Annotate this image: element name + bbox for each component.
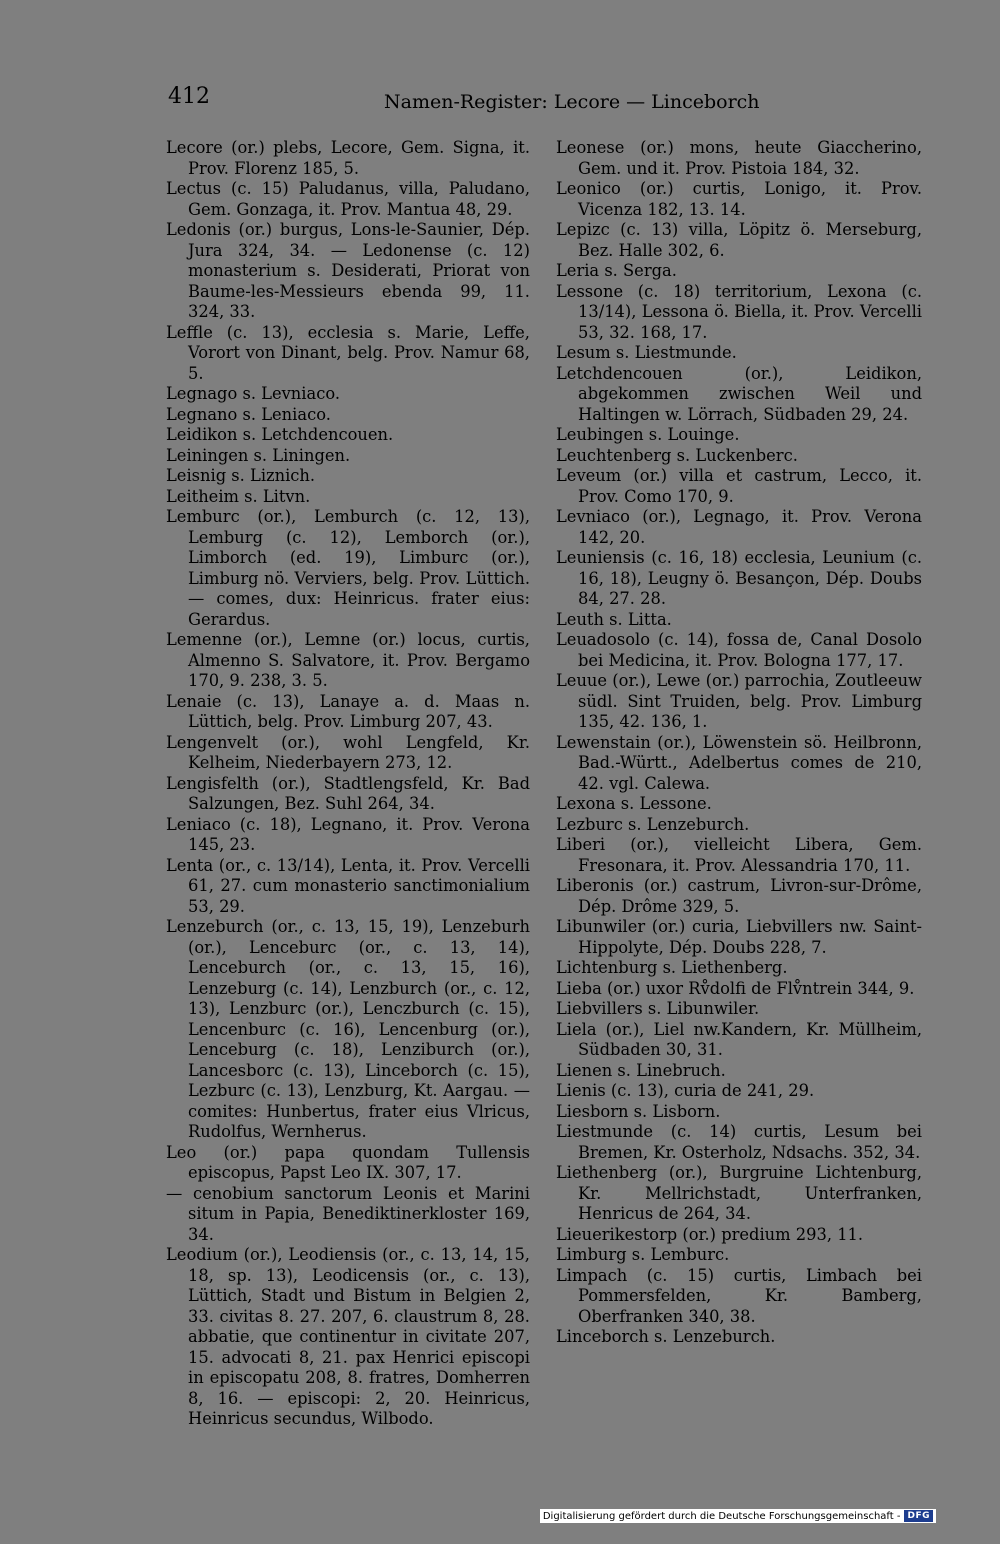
index-entry: Liestmunde (c. 14) curtis, Lesum bei Bremen, Kr. Osterholz, Ndsachs. 352, 34.	[556, 1122, 922, 1162]
index-entry: Lienis (c. 13), curia de 241, 29.	[556, 1081, 815, 1100]
index-entry: Linceborch s. Lenzeburch.	[556, 1327, 776, 1346]
index-entry: Leiningen s. Liningen.	[166, 445, 351, 465]
index-entry: Lichtenburg s. Liethenberg.	[556, 958, 788, 977]
index-entry: Lenta (or., c. 13/14), Lenta, it. Prov. Vercelli 61, 27. cum monasterio sanctimonialium 53, 29.	[166, 855, 530, 916]
index-entry: Lemenne (or.), Lemne (or.) locus, curtis, Almenno S. Salvatore, it. Prov. Bergamo 170, 9. 238, 3. 5.	[166, 630, 530, 690]
index-entry: Liberi (or.), vielleicht Libera, Gem. Fresonara, it. Prov. Alessandria 170, 11.	[556, 835, 922, 875]
index-entry: Leidikon s. Letchdencouen.	[166, 425, 394, 444]
index-entry: Lenzeburch (or., c. 13, 15, 19), Lenzeburh (or.), Lenceburc (or., c. 13, 14), Lenceburch (or., c. 13, 15, 16), Lenzeburg (c. 14), Lenzburch (or., c. 12, 13), Lenzburc (or.), Lenczburch (c. 15), Lencenburc (c. 16), Lencenburg (or.), Lenceburg (c. 18), Lenziburch (or.), Lancesborc (c. 13), Linceborch (c. 15), Lezburc (c. 13), Lenzburg, Kt. Aargau. — comites: Hunbertus, frater eius Vlricus, Rudolfus, Wernherus.	[166, 917, 530, 1141]
index-entry: Levniaco (or.), Legnago, it. Prov. Verona 142, 20.	[556, 507, 922, 547]
index-entry: Leonese (or.) mons, heute Giaccherino, Gem. und it. Prov. Pistoia 184, 32.	[556, 138, 922, 178]
index-entry: Limburg s. Lemburc.	[556, 1245, 730, 1264]
index-entry: Lieuerikestorp (or.) predium 293, 11.	[556, 1224, 864, 1244]
index-entry: Leuth s. Litta.	[556, 609, 672, 629]
index-entry: Leuadosolo (c. 14), fossa de, Canal Dosolo bei Medicina, it. Prov. Bologna 177, 17.	[556, 630, 922, 670]
index-entry: Leubingen s. Louinge.	[556, 425, 740, 444]
dfg-logo: DFG	[904, 1510, 933, 1522]
index-entry: Leodium (or.), Leodiensis (or., c. 13, 14, 15, 18, sp. 13), Leodicensis (or., c. 13), Lüttich, Stadt und Bistum in Belgien 2, 33. civitas 8. 27. 207, 6. claustrum 8, 28. abbatie, que continentur in civitate 207, 15. advocati 8, 21. pax Henrici episcopi in episcopatu 208, 8. fratres, Domherren 8, 16. — episcopi: 2, 20. Heinricus, Heinricus secundus, Wilbodo.	[166, 1245, 530, 1428]
index-entry: Legnano s. Leniaco.	[166, 404, 331, 424]
index-entry: Liebvillers s. Libunwiler.	[556, 999, 760, 1018]
index-entry: Legnago s. Levniaco.	[166, 384, 341, 403]
index-entry: Lieba (or.) uxor Rv̊dolfi de Flv̊ntrein 344, 9.	[556, 978, 915, 998]
index-entry: Leonico (or.) curtis, Lonigo, it. Prov. Vicenza 182, 13. 14.	[556, 179, 922, 219]
index-entry: Leria s. Serga.	[556, 261, 677, 280]
index-entry: Leisnig s. Liznich.	[166, 466, 316, 485]
index-entry: Lemburc (or.), Lemburch (c. 12, 13), Lemburg (c. 12), Lemborch (or.), Limborch (ed. 19), Limburc (or.), Limburg nö. Verviers, belg. Prov. Lüttich. — comes, dux: Heinricus. frater eius: Gerardus.	[166, 507, 530, 629]
index-entry: Lectus (c. 15) Paludanus, villa, Paludano, Gem. Gonzaga, it. Prov. Mantua 48, 29.	[166, 179, 530, 219]
index-entry: Leitheim s. Litvn.	[166, 486, 311, 506]
index-entry: Ledonis (or.) burgus, Lons-le-Saunier, Dép. Jura 324, 34. — Ledonense (c. 12) monasterium s. Desiderati, Priorat von Baume-les-Messieurs ebenda 99, 11. 324, 33.	[166, 220, 530, 321]
index-entry: Liesborn s. Lisborn.	[556, 1101, 721, 1121]
index-entry: Letchdencouen (or.), Leidikon, abgekommen zwischen Weil und Haltingen w. Lörrach, Südbaden 29, 24.	[556, 363, 922, 424]
index-entry: Liethenberg (or.), Burgruine Lichtenburg, Kr. Mellrichstadt, Unterfranken, Henricus de 264, 34.	[556, 1163, 922, 1223]
right-column	[556, 138, 922, 1348]
index-entry: Leuue (or.), Lewe (or.) parrochia, Zoutleeuw südl. Sint Truiden, belg. Prov. Limburg 135, 42. 136, 1.	[556, 671, 922, 731]
index-entry: Limpach (c. 15) curtis, Limbach bei Pommersfelden, Kr. Bamberg, Oberfranken 340, 38.	[556, 1265, 922, 1326]
index-entry: — cenobium sanctorum Leonis et Marini situm in Papia, Benediktinerkloster 169, 34.	[166, 1183, 530, 1244]
index-entry: Leffle (c. 13), ecclesia s. Marie, Leffe, Vorort von Dinant, belg. Prov. Namur 68, 5.	[166, 322, 530, 383]
index-entry: Libunwiler (or.) curia, Liebvillers nw. Saint-Hippolyte, Dép. Doubs 228, 7.	[556, 917, 922, 957]
left-column	[166, 138, 530, 1430]
index-entry: Leuniensis (c. 16, 18) ecclesia, Leunium (c. 16, 18), Leugny ö. Besançon, Dép. Doubs 84, 27. 28.	[556, 548, 922, 608]
index-entry: Leveum (or.) villa et castrum, Lecco, it. Prov. Como 170, 9.	[556, 466, 922, 506]
index-entry: Liberonis (or.) castrum, Livron-sur-Drôme, Dép. Drôme 329, 5.	[556, 876, 922, 916]
index-entry: Lesum s. Liestmunde.	[556, 343, 737, 362]
index-entry: Leo (or.) papa quondam Tullensis episcopus, Papst Leo IX. 307, 17.	[166, 1142, 530, 1182]
index-entry: Lienen s. Linebruch.	[556, 1060, 726, 1080]
index-entry: Lezburc s. Lenzeburch.	[556, 814, 750, 834]
index-entry: Lessone (c. 18) territorium, Lexona (c. 13/14), Lessona ö. Biella, it. Prov. Vercelli 53, 32. 168, 17.	[556, 281, 922, 342]
footer-text: Digitalisierung gefördert durch die Deutsche Forschungsgemeinschaft -	[542, 1510, 901, 1522]
index-entry: Lewenstain (or.), Löwenstein sö. Heilbronn, Bad.-Württ., Adelbertus comes de 210, 42. vgl. Calewa.	[556, 732, 922, 793]
index-entry: Lenaie (c. 13), Lanaye a. d. Maas n. Lüttich, belg. Prov. Limburg 207, 43.	[166, 691, 530, 731]
footer	[540, 1509, 936, 1523]
index-entry: Lengisfelth (or.), Stadtlengsfeld, Kr. Bad Salzungen, Bez. Suhl 264, 34.	[166, 773, 530, 813]
index-entry: Lexona s. Lessone.	[556, 794, 712, 813]
running-head: Namen-Register: Lecore — Linceborch	[384, 91, 760, 113]
page-number: 412	[168, 84, 210, 109]
index-entry: Lecore (or.) plebs, Lecore, Gem. Signa, it. Prov. Florenz 185, 5.	[166, 138, 530, 178]
index-entry: Lepizc (c. 13) villa, Löpitz ö. Merseburg, Bez. Halle 302, 6.	[556, 220, 922, 260]
index-entry: Lengenvelt (or.), wohl Lengfeld, Kr. Kelheim, Niederbayern 273, 12.	[166, 732, 530, 772]
index-entry: Leniaco (c. 18), Legnano, it. Prov. Verona 145, 23.	[166, 814, 530, 854]
index-entry: Liela (or.), Liel nw.Kandern, Kr. Müllheim, Südbaden 30, 31.	[556, 1019, 922, 1059]
index-entry: Leuchtenberg s. Luckenberc.	[556, 445, 798, 465]
